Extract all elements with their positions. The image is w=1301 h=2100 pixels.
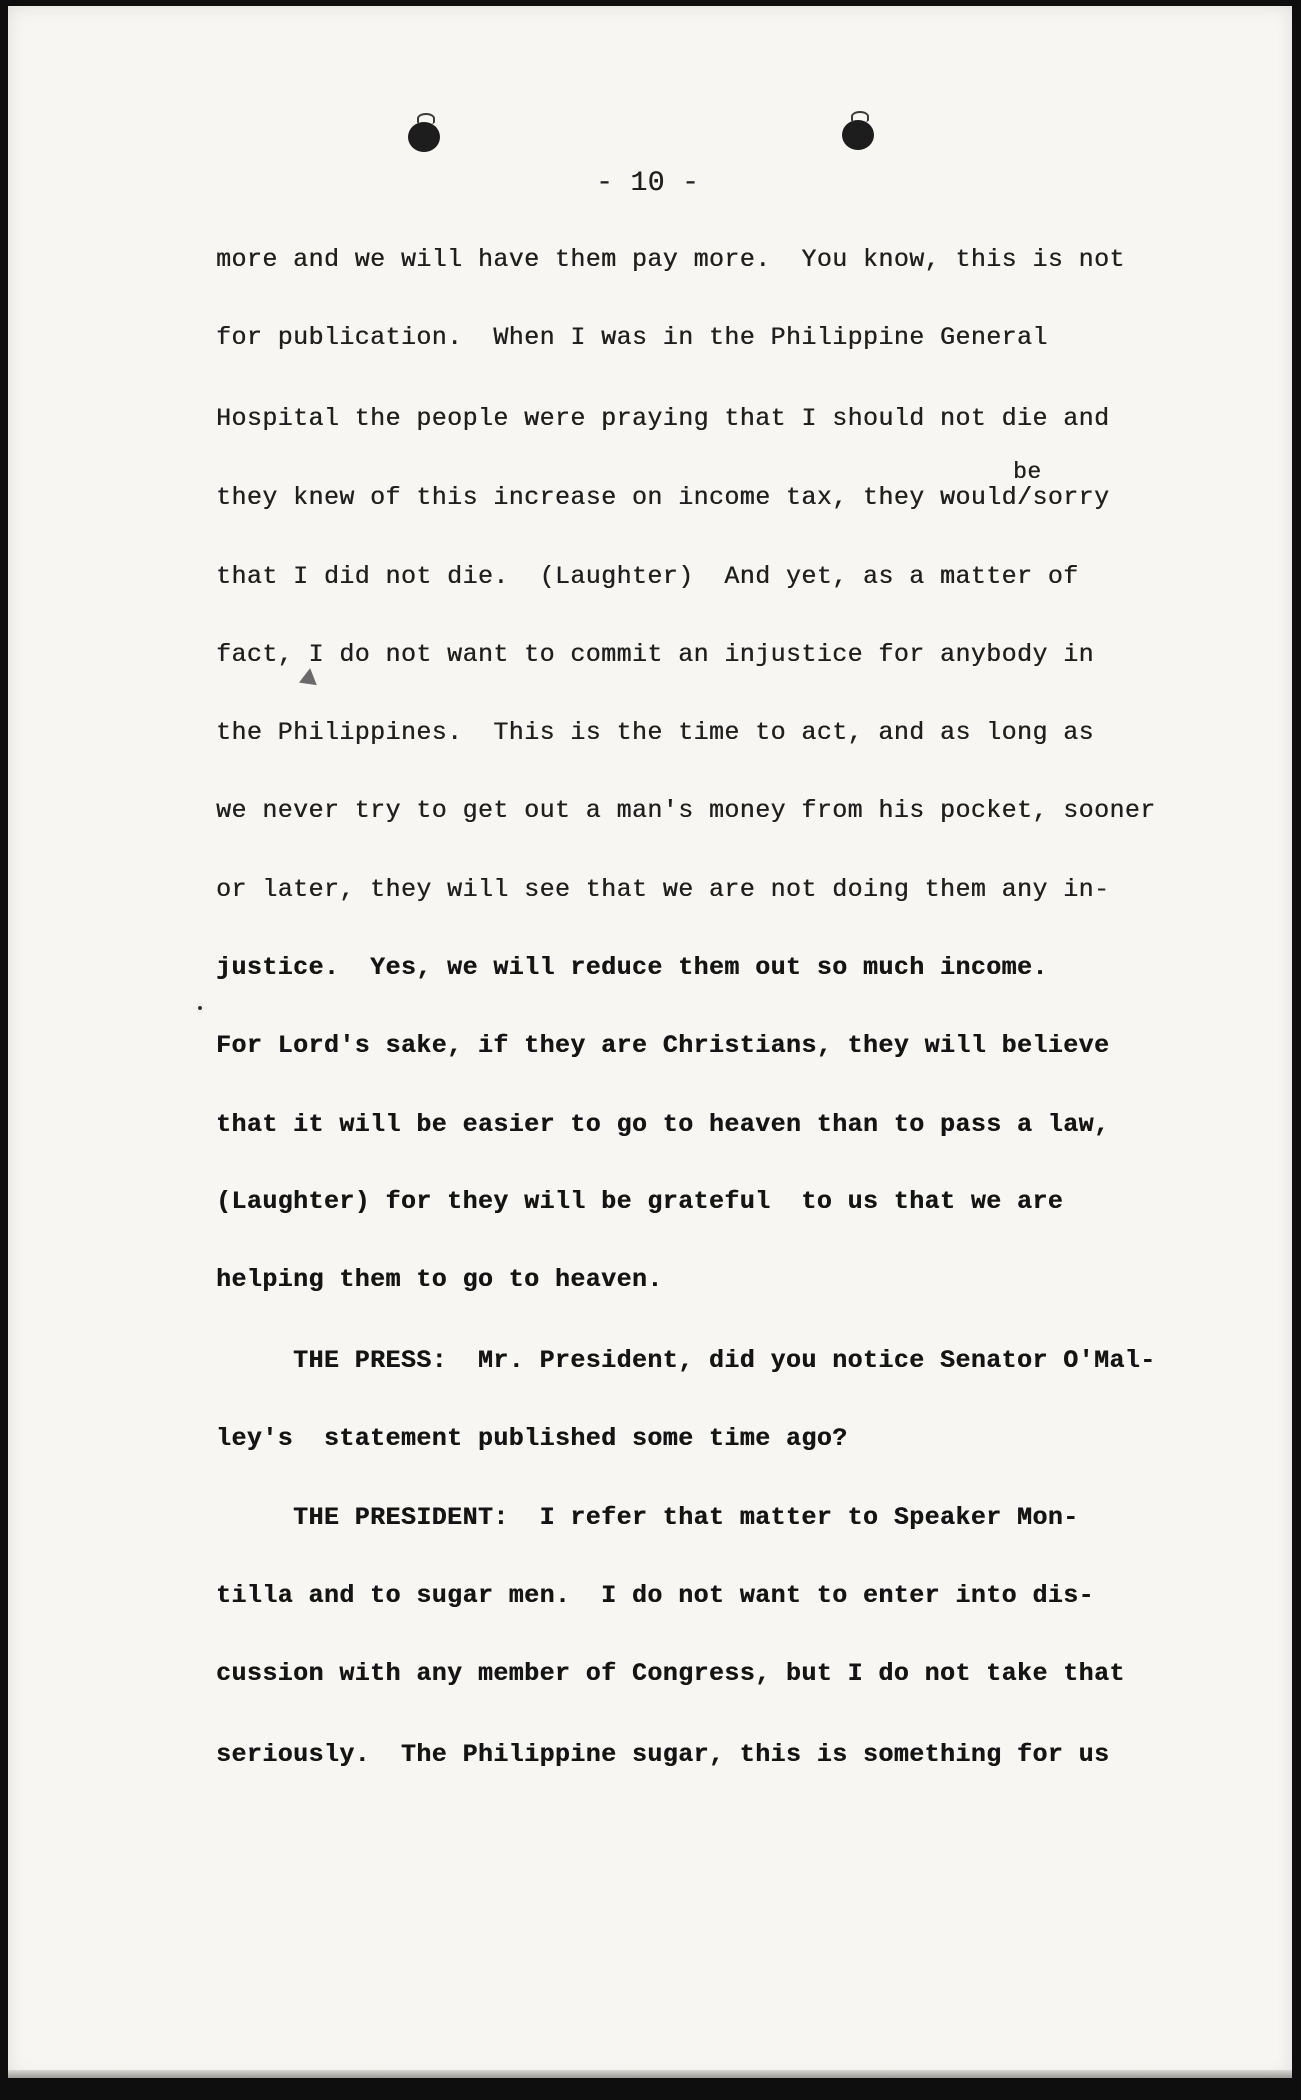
text-line: that it will be easier to go to heaven than to pass a law, xyxy=(216,1110,1110,1139)
text-line: that I did not die. (Laughter) And yet, as a matter of xyxy=(216,562,1079,591)
text-line: for publication. When I was in the Philippine General xyxy=(216,323,1048,352)
text-line: For Lord's sake, if they are Christians, they will believe xyxy=(216,1031,1110,1060)
text-line: THE PRESS: Mr. President, did you notice Senator O'Mal- xyxy=(216,1346,1156,1375)
paper-bottom-edge xyxy=(8,2070,1292,2078)
text-line: seriously. The Philippine sugar, this is something for us xyxy=(216,1740,1110,1769)
text-line: we never try to get out a man's money from his pocket, sooner xyxy=(216,796,1156,825)
text-line: justice. Yes, we will reduce them out so much income. xyxy=(216,953,1048,982)
margin-dot-icon xyxy=(198,1006,202,1010)
ink-mark-icon xyxy=(299,667,319,685)
text-line: tilla and to sugar men. I do not want to enter into dis- xyxy=(216,1581,1094,1610)
interlinear-insert: be xyxy=(1013,459,1042,485)
text-line: cussion with any member of Congress, but I do not take that xyxy=(216,1659,1125,1688)
page-number: - 10 - xyxy=(596,168,700,199)
text-line: fact, I do not want to commit an injustice for anybody in xyxy=(216,640,1094,669)
text-line: the Philippines. This is the time to act, and as long as xyxy=(216,718,1094,747)
text-line: helping them to go to heaven. xyxy=(216,1265,663,1294)
text-line: they knew of this increase on income tax, they would/sorry xyxy=(216,483,1110,512)
punch-hole-left-icon xyxy=(408,122,440,152)
punch-hole-right-icon xyxy=(842,120,874,150)
text-line: (Laughter) for they will be grateful to us that we are xyxy=(216,1187,1064,1216)
text-line: or later, they will see that we are not doing them any in- xyxy=(216,875,1110,904)
text-line: more and we will have them pay more. You know, this is not xyxy=(216,245,1125,274)
text-line: ley's statement published some time ago? xyxy=(216,1424,848,1453)
text-line: Hospital the people were praying that I should not die and xyxy=(216,404,1110,433)
text-line: THE PRESIDENT: I refer that matter to Speaker Mon- xyxy=(216,1503,1079,1532)
